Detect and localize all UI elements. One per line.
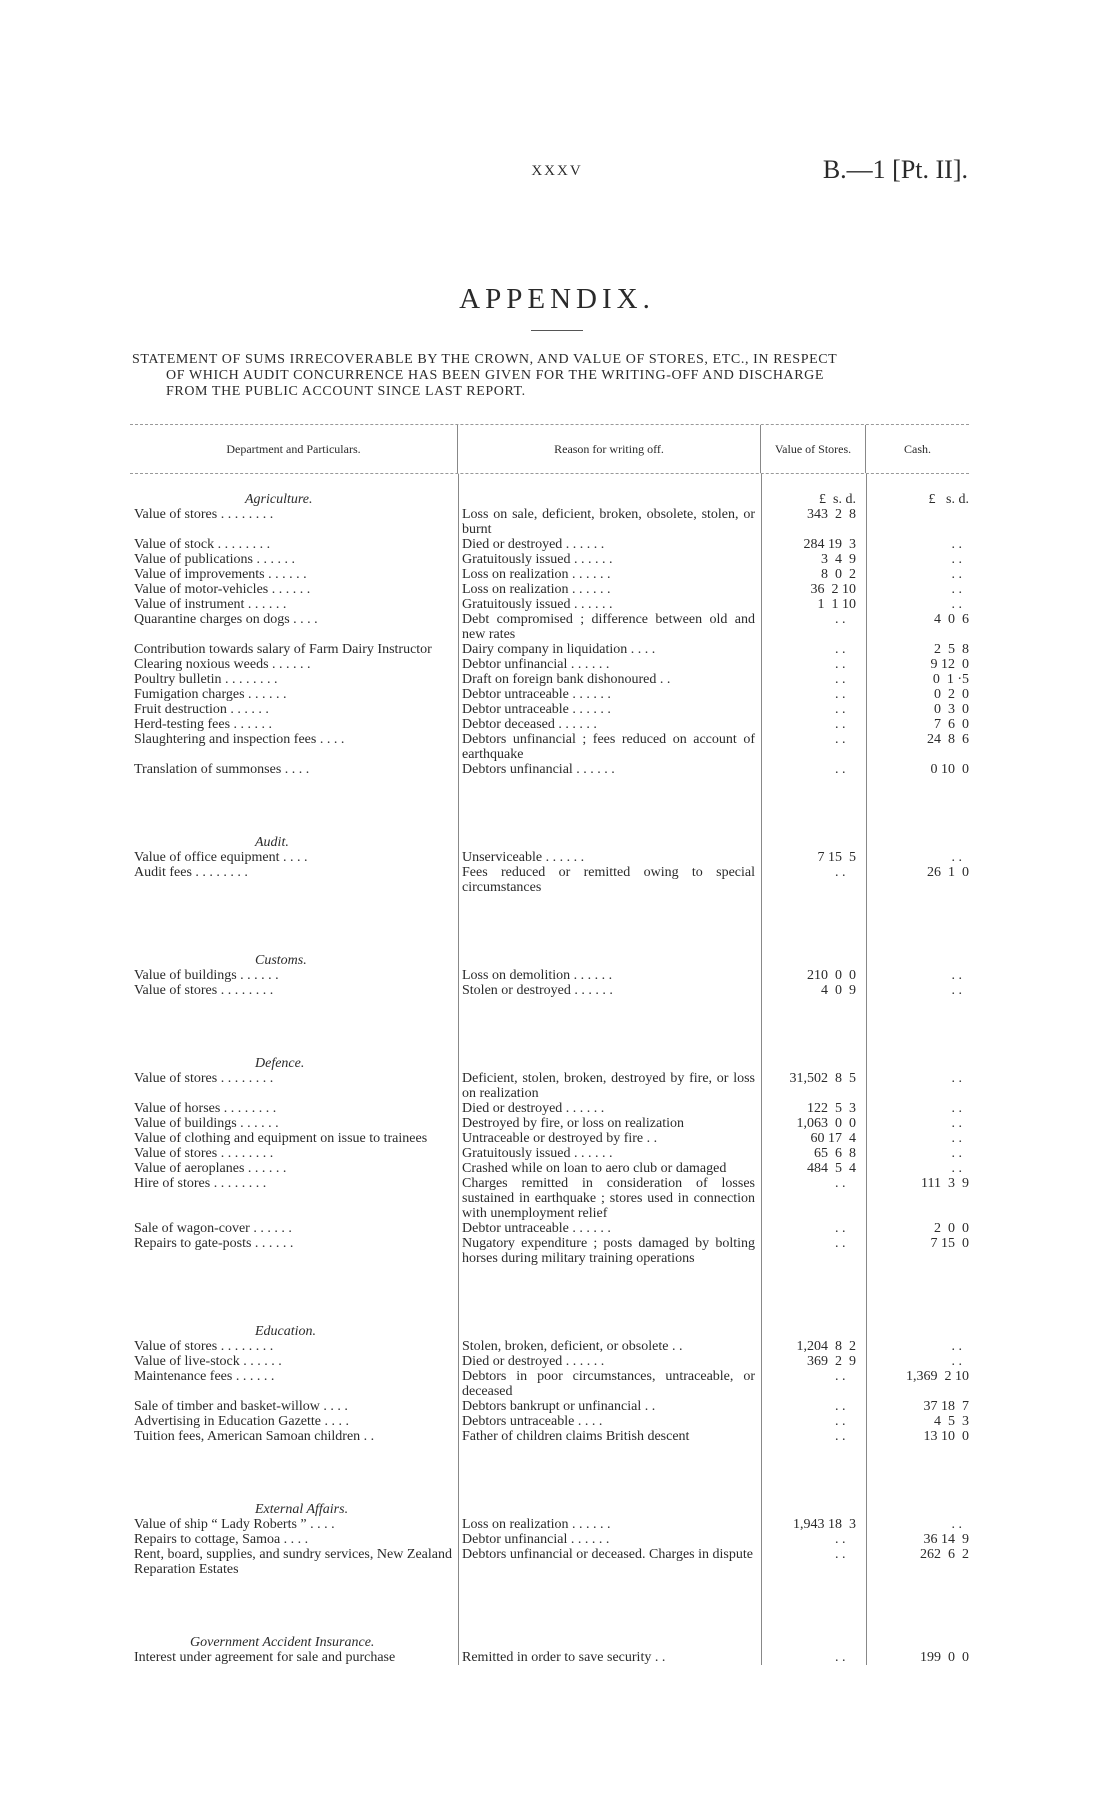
reason-cell: Untraceable or destroyed by fire . . bbox=[462, 1131, 658, 1146]
particular-cell: Sale of timber and basket-willow . . . . bbox=[134, 1399, 348, 1414]
section-spacer bbox=[130, 1266, 969, 1324]
column-divider bbox=[866, 474, 867, 1665]
stores-value-cell: 1 1 10 bbox=[817, 597, 856, 612]
stores-value-cell: . . bbox=[835, 1399, 856, 1414]
cash-value-cell: 24 8 6 bbox=[927, 732, 969, 747]
table-row bbox=[130, 537, 969, 552]
units-spacer bbox=[458, 492, 761, 507]
particular-cell: Repairs to gate-posts . . . . . . bbox=[134, 1236, 294, 1251]
reason-cell: Fees reduced or remitted owing to special circumstances bbox=[462, 865, 755, 895]
table-row bbox=[130, 1101, 969, 1116]
cash-value-cell: 7 6 0 bbox=[934, 717, 969, 732]
column-divider bbox=[458, 474, 459, 1665]
reason-cell: Debtors unfinancial . . . . . . bbox=[462, 762, 615, 777]
stores-value-cell: . . bbox=[835, 1532, 856, 1547]
reason-cell: Debtor deceased . . . . . . bbox=[462, 717, 597, 732]
cash-value-cell: 111 3 9 bbox=[921, 1176, 969, 1191]
table-row bbox=[130, 552, 969, 567]
reason-cell: Debtor unfinancial . . . . . . bbox=[462, 657, 610, 672]
particular-cell: Herd-testing fees . . . . . . bbox=[134, 717, 273, 732]
subtitle-line: STATEMENT OF SUMS IRRECOVERABLE BY THE CROWN, AND VALUE OF STORES, ETC., IN RESPECT bbox=[132, 352, 838, 367]
stores-value-cell: . . bbox=[835, 1176, 856, 1191]
table-row bbox=[130, 507, 969, 537]
table-row bbox=[130, 657, 969, 672]
cash-value-cell: 1,369 2 10 bbox=[906, 1369, 969, 1384]
reason-cell: Charges remitted in consideration of losses sustained in earthquake ; stores used in connection with unemployment relief bbox=[462, 1176, 755, 1221]
cash-value-cell: . . bbox=[951, 1354, 969, 1369]
stores-value-cell: . . bbox=[835, 1547, 856, 1562]
section-spacer bbox=[130, 1577, 969, 1635]
cash-value-cell: . . bbox=[951, 597, 969, 612]
particular-cell: Audit fees . . . . . . . . bbox=[134, 865, 248, 880]
column-header-cash: Cash. bbox=[904, 441, 931, 456]
reason-cell: Stolen, broken, deficient, or obsolete . . bbox=[462, 1339, 683, 1354]
title-rule bbox=[531, 330, 583, 331]
particular-cell: Hire of stores . . . . . . . . bbox=[134, 1176, 267, 1191]
section-spacer bbox=[130, 895, 969, 953]
particular-cell: Value of improvements . . . . . . bbox=[134, 567, 307, 582]
particular-cell: Value of instrument . . . . . . bbox=[134, 597, 287, 612]
cash-value-cell: 0 10 0 bbox=[930, 762, 969, 777]
reason-cell: Deficient, stolen, broken, destroyed by fire, or loss on realization bbox=[462, 1071, 755, 1101]
cash-value-cell: 37 18 7 bbox=[923, 1399, 969, 1414]
reason-cell: Loss on realization . . . . . . bbox=[462, 582, 611, 597]
cash-value-cell: . . bbox=[951, 552, 969, 567]
cash-value-cell: . . bbox=[951, 1517, 969, 1532]
particular-cell: Value of stores . . . . . . . . bbox=[134, 507, 274, 522]
cash-value-cell: 0 3 0 bbox=[934, 702, 969, 717]
stores-value-cell: . . bbox=[835, 1236, 856, 1251]
particular-cell: Value of stores . . . . . . . . bbox=[134, 1071, 274, 1086]
cash-value-cell: 13 10 0 bbox=[923, 1429, 969, 1444]
reason-cell: Draft on foreign bank dishonoured . . bbox=[462, 672, 671, 687]
table-row bbox=[130, 672, 969, 687]
section-title: Defence. bbox=[255, 1056, 305, 1071]
particular-cell: Value of horses . . . . . . . . bbox=[134, 1101, 277, 1116]
particular-cell: Value of buildings . . . . . . bbox=[134, 1116, 279, 1131]
cash-value-cell: 0 1 ·5 bbox=[932, 672, 969, 687]
table-row bbox=[130, 1369, 969, 1399]
subtitle-line: OF WHICH AUDIT CONCURRENCE HAS BEEN GIVEN FOR THE WRITING-OFF AND DISCHARGE bbox=[166, 368, 825, 383]
table-row bbox=[130, 1517, 969, 1532]
stores-value-cell: . . bbox=[835, 762, 856, 777]
stores-value-cell: 343 2 8 bbox=[807, 507, 856, 522]
particular-cell: Repairs to cottage, Samoa . . . . bbox=[134, 1532, 309, 1547]
particular-cell: Value of buildings . . . . . . bbox=[134, 968, 279, 983]
cash-value-cell: 2 5 8 bbox=[934, 642, 969, 657]
reason-cell: Died or destroyed . . . . . . bbox=[462, 537, 605, 552]
stores-value-cell: 65 6 8 bbox=[814, 1146, 856, 1161]
cash-value-cell: . . bbox=[951, 537, 969, 552]
reason-cell: Loss on realization . . . . . . bbox=[462, 1517, 611, 1532]
particular-cell: Rent, board, supplies, and sundry services, New Zealand Reparation Estates bbox=[134, 1547, 452, 1577]
cash-value-cell: . . bbox=[951, 567, 969, 582]
reason-cell: Loss on demolition . . . . . . bbox=[462, 968, 613, 983]
particular-cell: Interest under agreement for sale and purchase bbox=[134, 1650, 396, 1665]
stores-value-cell: 369 2 9 bbox=[807, 1354, 856, 1369]
reason-cell: Debtors in poor circumstances, untraceable, or deceased bbox=[462, 1369, 755, 1399]
reason-cell: Died or destroyed . . . . . . bbox=[462, 1354, 605, 1369]
stores-value-cell: 8 0 2 bbox=[821, 567, 856, 582]
cash-value-cell bbox=[866, 507, 969, 537]
stores-units: £ s. d. bbox=[819, 492, 856, 507]
reason-cell: Loss on realization . . . . . . bbox=[462, 567, 611, 582]
table-row bbox=[130, 850, 969, 865]
cash-value-cell: . . bbox=[951, 968, 969, 983]
cash-value-cell: . . bbox=[951, 1146, 969, 1161]
stores-value-cell: 60 17 4 bbox=[810, 1131, 856, 1146]
particular-cell: Value of office equipment . . . . bbox=[134, 850, 308, 865]
reason-cell: Debtors untraceable . . . . bbox=[462, 1414, 603, 1429]
reason-cell: Gratuitously issued . . . . . . bbox=[462, 1146, 613, 1161]
particular-cell: Poultry bulletin . . . . . . . . bbox=[134, 672, 278, 687]
stores-value-cell: . . bbox=[835, 702, 856, 717]
particular-cell: Value of stores . . . . . . . . bbox=[134, 1339, 274, 1354]
particular-cell: Clearing noxious weeds . . . . . . bbox=[134, 657, 311, 672]
particular-cell: Value of live-stock . . . . . . bbox=[134, 1354, 282, 1369]
cash-value-cell: . . bbox=[951, 1339, 969, 1354]
table-row bbox=[130, 1176, 969, 1221]
table-row bbox=[130, 732, 969, 762]
stores-value-cell: . . bbox=[835, 1369, 856, 1384]
cash-units: £ s. d. bbox=[928, 492, 969, 507]
section-spacer bbox=[130, 998, 969, 1056]
cash-value-cell: . . bbox=[951, 1071, 969, 1086]
particular-cell: Value of clothing and equipment on issue to trainees bbox=[134, 1131, 428, 1146]
reason-cell: Debtors bankrupt or unfinancial . . bbox=[462, 1399, 656, 1414]
particular-cell: Value of stores . . . . . . . . bbox=[134, 983, 274, 998]
section-title: Government Accident Insurance. bbox=[190, 1635, 375, 1650]
stores-value-cell: 1,204 8 2 bbox=[796, 1339, 856, 1354]
reason-cell: Debtors unfinancial ; fees reduced on account of earthquake bbox=[462, 732, 755, 762]
stores-value-cell: 284 19 3 bbox=[803, 537, 856, 552]
table-row bbox=[130, 1146, 969, 1161]
particular-cell: Value of aeroplanes . . . . . . bbox=[134, 1161, 287, 1176]
particular-cell: Sale of wagon-cover . . . . . . bbox=[134, 1221, 292, 1236]
table-row bbox=[130, 1414, 969, 1429]
table-row bbox=[130, 1221, 969, 1236]
cash-value-cell: 4 5 3 bbox=[934, 1414, 969, 1429]
table-row bbox=[130, 582, 969, 597]
subtitle-line: FROM THE PUBLIC ACCOUNT SINCE LAST REPORT. bbox=[166, 384, 526, 399]
cash-value-cell: 262 6 2 bbox=[920, 1547, 969, 1562]
particular-cell: Advertising in Education Gazette . . . . bbox=[134, 1414, 349, 1429]
reason-cell: Debtors unfinancial or deceased. Charges in dispute bbox=[462, 1547, 753, 1562]
table-row bbox=[130, 1161, 969, 1176]
cash-value-cell: . . bbox=[951, 1101, 969, 1116]
column-header-particulars: Department and Particulars. bbox=[130, 425, 458, 473]
table-row bbox=[130, 612, 969, 642]
particular-cell: Value of stores . . . . . . . . bbox=[134, 1146, 274, 1161]
particular-cell: Translation of summonses . . . . bbox=[134, 762, 310, 777]
cash-value-cell: 7 15 0 bbox=[930, 1236, 969, 1251]
stores-value-cell: 210 0 0 bbox=[807, 968, 856, 983]
statement-table bbox=[130, 424, 969, 1665]
table-row bbox=[130, 1071, 969, 1101]
table-row bbox=[130, 687, 969, 702]
particular-cell: Fumigation charges . . . . . . bbox=[134, 687, 287, 702]
stores-value-cell: 122 5 3 bbox=[807, 1101, 856, 1116]
section-spacer bbox=[130, 777, 969, 835]
particular-cell: Tuition fees, American Samoan children . . bbox=[134, 1429, 375, 1444]
particular-cell: Value of publications . . . . . . bbox=[134, 552, 295, 567]
cash-value-cell: . . bbox=[951, 1161, 969, 1176]
stores-value-cell: . . bbox=[835, 1650, 856, 1665]
reason-cell: Loss on sale, deficient, broken, obsolete, stolen, or burnt bbox=[462, 507, 755, 537]
stores-value-cell: 1,063 0 0 bbox=[796, 1116, 856, 1131]
reason-cell: Debt compromised ; difference between old and new rates bbox=[462, 612, 755, 642]
table-header bbox=[130, 425, 969, 473]
stores-value-cell: . . bbox=[835, 717, 856, 732]
page-number: XXXV bbox=[531, 163, 583, 179]
reason-cell: Debtor untraceable . . . . . . bbox=[462, 702, 611, 717]
reason-cell: Unserviceable . . . . . . bbox=[462, 850, 585, 865]
cash-value-cell: 9 12 0 bbox=[930, 657, 969, 672]
table-row bbox=[130, 1399, 969, 1414]
stores-value-cell: 484 5 4 bbox=[807, 1161, 856, 1176]
column-header-stores: Value of Stores. bbox=[761, 425, 866, 473]
table-row bbox=[130, 968, 969, 983]
cash-value-cell: 199 0 0 bbox=[920, 1650, 969, 1665]
reason-cell: Dairy company in liquidation . . . . bbox=[462, 642, 656, 657]
section-title: Education. bbox=[255, 1324, 317, 1339]
table-row bbox=[130, 1547, 969, 1577]
cash-value-cell: 0 2 0 bbox=[934, 687, 969, 702]
section-title: Customs. bbox=[255, 953, 307, 968]
table-body bbox=[130, 474, 969, 1665]
reason-cell: Gratuitously issued . . . . . . bbox=[462, 552, 613, 567]
document-reference: B.—1 [Pt. II]. bbox=[822, 155, 968, 184]
table-row bbox=[130, 1339, 969, 1354]
section-title: Audit. bbox=[255, 835, 289, 850]
cash-value-cell: 2 0 0 bbox=[934, 1221, 969, 1236]
stores-value-cell: 36 2 10 bbox=[810, 582, 856, 597]
table-row bbox=[130, 1429, 969, 1444]
reason-cell: Debtor untraceable . . . . . . bbox=[462, 687, 611, 702]
table-row bbox=[130, 1131, 969, 1146]
reason-cell: Died or destroyed . . . . . . bbox=[462, 1101, 605, 1116]
stores-value-cell: 4 0 9 bbox=[821, 983, 856, 998]
column-divider bbox=[761, 474, 762, 1665]
section-title: External Affairs. bbox=[255, 1502, 349, 1517]
page-title: APPENDIX. bbox=[459, 283, 655, 315]
particular-cell: Value of ship “ Lady Roberts ” . . . . bbox=[134, 1517, 335, 1532]
table-row bbox=[130, 865, 969, 895]
table-row bbox=[130, 597, 969, 612]
particular-cell: Value of stock . . . . . . . . bbox=[134, 537, 271, 552]
table-row bbox=[130, 1532, 969, 1547]
section-spacer bbox=[130, 1444, 969, 1502]
column-header-reason: Reason for writing off. bbox=[458, 425, 761, 473]
reason-cell: Stolen or destroyed . . . . . . bbox=[462, 983, 613, 998]
stores-value-cell: . . bbox=[835, 1414, 856, 1429]
stores-value-cell: 1,943 18 3 bbox=[793, 1517, 856, 1532]
particular-cell: Fruit destruction . . . . . . bbox=[134, 702, 269, 717]
particular-cell: Slaughtering and inspection fees . . . . bbox=[134, 732, 345, 747]
stores-value-cell: 3 4 9 bbox=[821, 552, 856, 567]
stores-value-cell: 31,502 8 5 bbox=[789, 1071, 856, 1086]
stores-value-cell: . . bbox=[835, 1429, 856, 1444]
particular-cell: Quarantine charges on dogs . . . . bbox=[134, 612, 318, 627]
table-row bbox=[130, 1116, 969, 1131]
table-row bbox=[130, 762, 969, 777]
reason-cell: Crashed while on loan to aero club or damaged bbox=[462, 1161, 727, 1176]
cash-value-cell: 26 1 0 bbox=[927, 865, 969, 880]
stores-value-cell: . . bbox=[835, 732, 856, 747]
cash-value-cell: . . bbox=[951, 850, 969, 865]
reason-cell: Gratuitously issued . . . . . . bbox=[462, 597, 613, 612]
reason-cell: Destroyed by fire, or loss on realization bbox=[462, 1116, 684, 1131]
table-row bbox=[130, 1236, 969, 1266]
stores-value-cell: . . bbox=[835, 1221, 856, 1236]
table-row bbox=[130, 983, 969, 998]
cash-value-cell: . . bbox=[951, 1116, 969, 1131]
stores-value-cell: . . bbox=[835, 657, 856, 672]
stores-value-cell: 7 15 5 bbox=[817, 850, 856, 865]
stores-value-cell: . . bbox=[835, 687, 856, 702]
table-row bbox=[130, 642, 969, 657]
table-row bbox=[130, 1354, 969, 1369]
table-row bbox=[130, 702, 969, 717]
stores-value-cell: . . bbox=[835, 865, 856, 880]
cash-value-cell: 36 14 9 bbox=[923, 1532, 969, 1547]
cash-value-cell: . . bbox=[951, 582, 969, 597]
statement-subtitle bbox=[132, 352, 992, 400]
table-row bbox=[130, 1650, 969, 1665]
table-row bbox=[130, 567, 969, 582]
cash-value-cell: . . bbox=[951, 1131, 969, 1146]
stores-value-cell: . . bbox=[835, 642, 856, 657]
reason-cell: Remitted in order to save security . . bbox=[462, 1650, 666, 1665]
particular-cell: Contribution towards salary of Farm Dairy Instructor bbox=[134, 642, 432, 657]
section-title: Agriculture. bbox=[245, 492, 313, 507]
cash-value-cell: . . bbox=[951, 983, 969, 998]
table-row bbox=[130, 717, 969, 732]
reason-cell: Debtor untraceable . . . . . . bbox=[462, 1221, 611, 1236]
reason-cell: Father of children claims British descent bbox=[462, 1429, 690, 1444]
stores-value-cell: . . bbox=[835, 612, 856, 627]
units-row bbox=[130, 492, 969, 507]
section-spacer bbox=[130, 474, 969, 492]
particular-cell: Value of motor-vehicles . . . . . . bbox=[134, 582, 311, 597]
reason-cell: Nugatory expenditure ; posts damaged by bolting horses during military training operations bbox=[462, 1236, 755, 1266]
cash-value-cell: 4 0 6 bbox=[934, 612, 969, 627]
stores-value-cell: . . bbox=[835, 672, 856, 687]
reason-cell: Debtor unfinancial . . . . . . bbox=[462, 1532, 610, 1547]
particular-cell: Maintenance fees . . . . . . bbox=[134, 1369, 275, 1384]
